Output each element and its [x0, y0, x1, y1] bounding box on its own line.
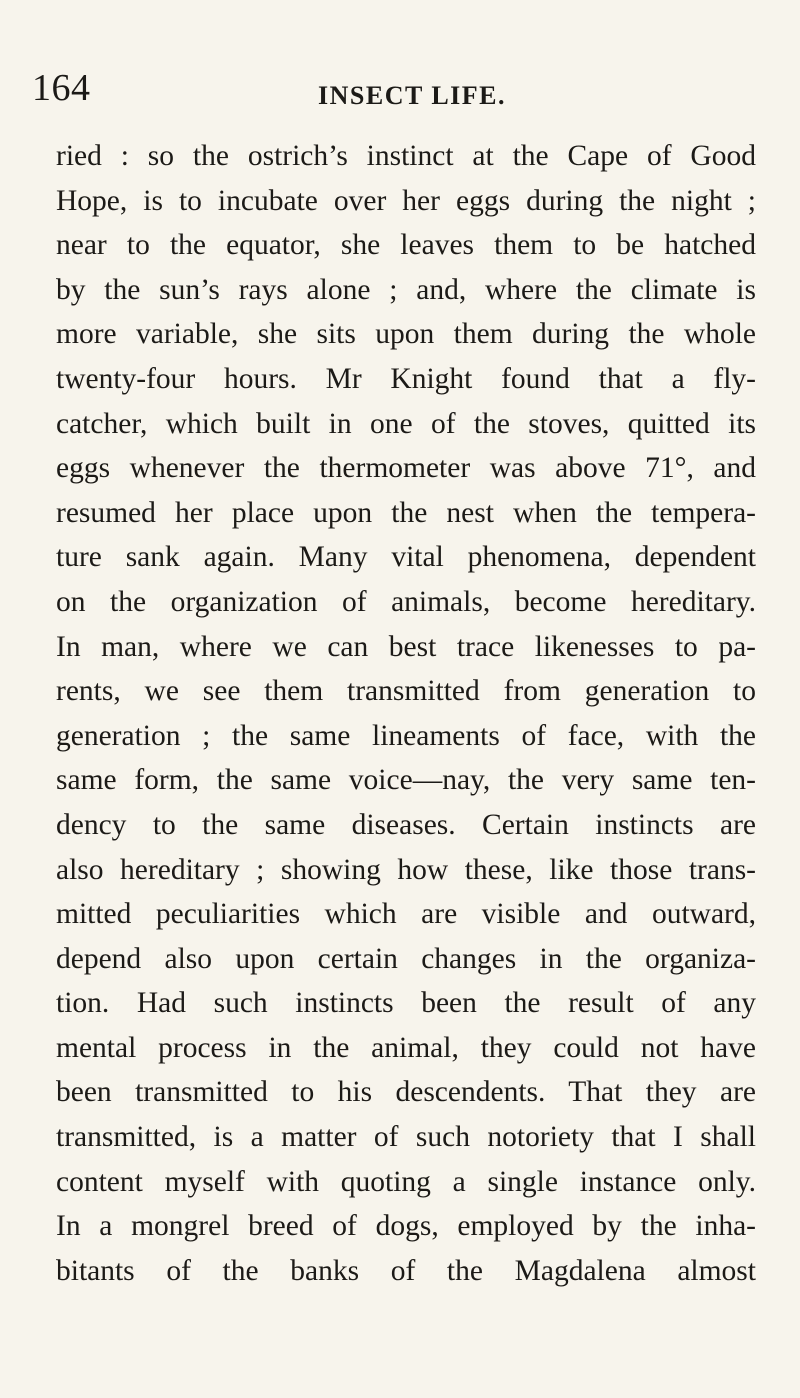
text-line: ture sank again. Many vital phenomena, dependent	[56, 541, 756, 574]
text-line: bitants of the banks of the Magdalena almost	[56, 1254, 756, 1287]
text-line: transmitted, is a matter of such notoriety that I shall	[56, 1121, 756, 1154]
text-line: In a mongrel breed of dogs, employed by the inha-	[56, 1210, 756, 1243]
body-text	[56, 134, 756, 1293]
text-line: near to the equator, she leaves them to be hatched	[56, 229, 756, 262]
text-line: mitted peculiarities which are visible and outward,	[56, 898, 756, 931]
text-line: depend also upon certain changes in the organiza-	[56, 942, 756, 975]
text-line: same form, the same voice—nay, the very same ten-	[56, 764, 756, 797]
text-line: Hope, is to incubate over her eggs during the night ;	[56, 184, 756, 217]
text-line: more variable, she sits upon them during the whole	[56, 318, 756, 351]
text-line: twenty-four hours. Mr Knight found that a fly-	[56, 362, 756, 395]
text-line: by the sun’s rays alone ; and, where the climate is	[56, 273, 756, 306]
text-line: on the organization of animals, become hereditary.	[56, 585, 756, 618]
text-line: also hereditary ; showing how these, like those trans-	[56, 853, 756, 886]
text-line: tion. Had such instincts been the result of any	[56, 987, 756, 1020]
text-line: In man, where we can best trace likenesses to pa-	[56, 630, 756, 663]
text-line: been transmitted to his descendents. That they are	[56, 1076, 756, 1109]
text-line: resumed her place upon the nest when the tempera-	[56, 496, 756, 529]
text-line: content myself with quoting a single instance only.	[56, 1165, 756, 1198]
text-line: dency to the same diseases. Certain instincts are	[56, 808, 756, 841]
running-title: INSECT LIFE.	[318, 81, 507, 110]
text-line: rents, we see them transmitted from generation to	[56, 675, 756, 708]
text-line: generation ; the same lineaments of face, with the	[56, 719, 756, 752]
text-line: catcher, which built in one of the stoves, quitted its	[56, 407, 756, 440]
text-line: mental process in the animal, they could not have	[56, 1031, 756, 1064]
text-line: eggs whenever the thermometer was above 71°, and	[56, 452, 756, 485]
page-number: 164	[32, 67, 91, 109]
text-line: ried : so the ostrich’s instinct at the Cape of Good	[56, 140, 756, 172]
